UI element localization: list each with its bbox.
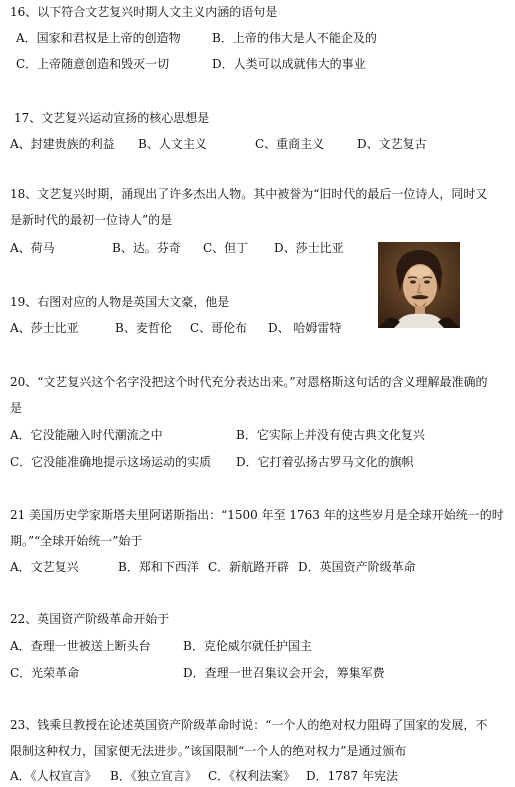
q17-stem: 17、文艺复兴运动宣扬的核心思想是 [14,111,210,125]
q21-option-a: A．文艺复兴 [10,560,79,574]
q20-option-c: C．它没能准确地提示这场运动的实质 [10,455,212,469]
q17-option-c: C、重商主义 [255,137,325,151]
q20-stem-line2: 是 [10,401,23,415]
q20-option-d: D．它打着弘扬古罗马文化的旗帜 [236,455,414,469]
q17-option-a: A、封建贵族的利益 [10,137,115,151]
q17-option-b: B、人文主义 [138,137,207,151]
q20-option-a: A．它没能融入时代潮流之中 [10,428,163,442]
q23-stem-line2: 限制这种权力，国家便无法进步。”该国限制“一个人的绝对权力”是通过颁布 [10,744,407,758]
q16-stem: 16、以下符合文艺复兴时期人文主义内涵的语句是 [10,5,278,19]
q18-option-a: A、荷马 [10,241,55,255]
q18-stem-line2: 是新时代的最初一位诗人”的是 [10,213,173,227]
q22-option-d: D．查理一世召集议会开会，筹集军费 [183,666,385,680]
shakespeare-portrait-image [378,242,460,328]
q23-option-d: D．1787 年宪法 [306,769,398,783]
q20-option-b: B．它实际上并没有使古典文化复兴 [236,428,425,442]
q19-option-d: D、 哈姆雷特 [268,321,342,335]
q21-stem-line1: 21 美国历史学家斯塔夫里阿诺斯指出：“1500 年至 1763 年的这些岁月是全球开始统一的时 [10,508,504,522]
q22-option-b: B．克伦威尔就任护国主 [183,639,312,653]
q16-option-d: D．人类可以成就伟大的事业 [212,57,366,71]
q20-stem-line1: 20、“文艺复兴这个名字没把这个时代充分表达出来。”对恩格斯这句话的含义理解最准确的 [10,375,488,389]
q18-option-c: C、但丁 [203,241,249,255]
q23-option-b: B．《独立宣言》 [110,769,197,783]
q21-option-d: D．英国资产阶级革命 [298,560,416,574]
q23-option-a: A．《人权宣言》 [10,769,97,783]
q19-stem: 19、右图对应的人物是英国大文豪，他是 [10,295,230,309]
q16-option-b: B．上帝的伟大是人不能企及的 [212,31,377,45]
q19-option-b: B、麦哲伦 [115,321,172,335]
q18-stem-line1: 18、文艺复兴时期，涌现出了许多杰出人物。其中被誉为“旧时代的最后一位诗人，同时又 [10,187,488,201]
q19-option-a: A、莎士比亚 [10,321,79,335]
q21-option-b: B．郑和下西洋 [118,560,199,574]
q18-option-d: D、莎士比亚 [274,241,344,255]
q19-option-c: C、哥伦布 [190,321,248,335]
q16-option-c: C．上帝随意创造和毁灭一切 [16,57,170,71]
q22-option-a: A．查理一世被送上断头台 [10,639,151,653]
q21-option-c: C．新航路开辟 [208,560,290,574]
q23-option-c: C．《权利法案》 [208,769,296,783]
q16-option-a: A．国家和君权是上帝的创造物 [16,31,181,45]
q23-stem-line1: 23、钱乘旦教授在论述英国资产阶级革命时说：“一个人的绝对权力阻碍了国家的发展，不 [10,718,488,732]
q17-option-d: D、文艺复古 [357,137,427,151]
q18-option-b: B、达。芬奇 [112,241,181,255]
q21-stem-line2: 期。”“全球开始统一”始于 [10,534,143,548]
q22-option-c: C．光荣革命 [10,666,80,680]
q22-stem: 22、英国资产阶级革命开始于 [10,612,170,626]
